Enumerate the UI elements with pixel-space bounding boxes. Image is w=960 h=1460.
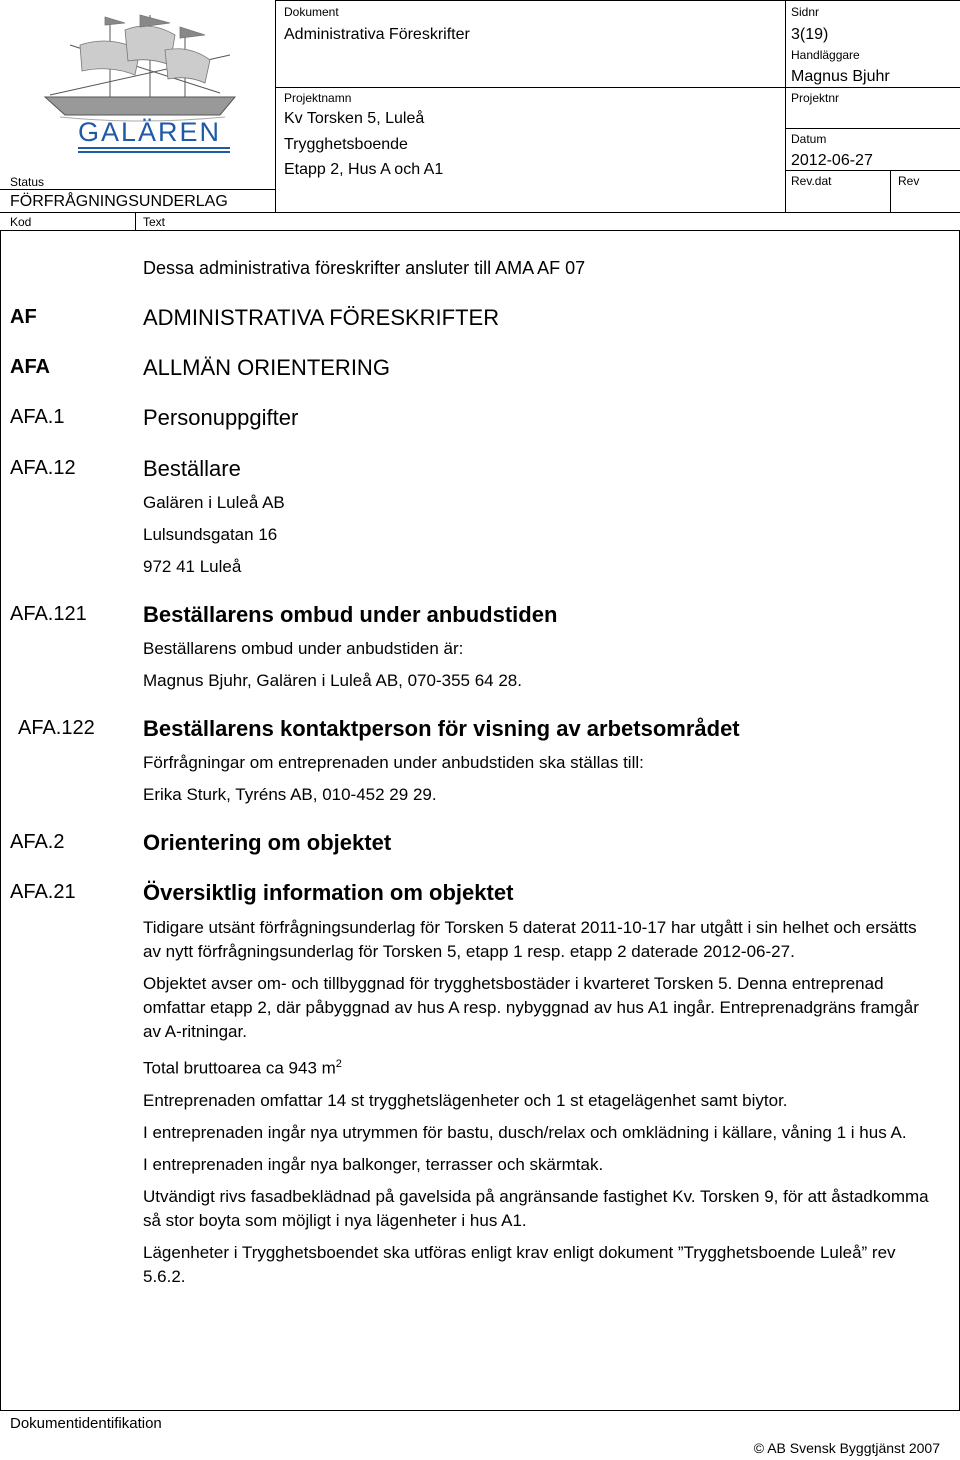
- projektnamn-label: Projektnamn: [284, 91, 352, 105]
- header-divider-h4: [785, 170, 960, 171]
- paragraph: Entreprenaden omfattar 14 st trygghetslägenheter och 1 st etagelägenhet samt biytor.: [143, 1090, 788, 1110]
- area-text: Total bruttoarea ca 943 m: [143, 1058, 336, 1078]
- intro-text: Dessa administrativa föreskrifter ansluter till AMA AF 07: [143, 258, 586, 278]
- datum-value: 2012-06-27: [791, 152, 873, 169]
- kontakt-line-2: Erika Sturk, Tyréns AB, 010-452 29 29.: [143, 785, 437, 804]
- revdat-label: Rev.dat: [791, 174, 832, 188]
- handlaggare-value: Magnus Bjuhr: [791, 68, 890, 85]
- paragraph: Objektet avser om- och tillbyggnad för trygghetsbostäder i kvarteret Torsken 5. Denna entreprenad omfattar etapp 2, där påbyggnad av hus A resp. nybyggnad av hus A1 ingår. Entreprenadgräns framgår av A-ritningar.: [143, 974, 919, 1041]
- header-divider-h2: [785, 87, 960, 88]
- section-title-af: ADMINISTRATIVA FÖRESKRIFTER: [143, 305, 500, 330]
- bestallare-line-3: 972 41 Luleå: [143, 557, 242, 576]
- rev-label: Rev: [898, 174, 920, 188]
- logo-text: GALÄREN: [78, 117, 222, 147]
- paragraph: I entreprenaden ingår nya utrymmen för bastu, dusch/relax och omklädning i källare, våning 1 i hus A.: [143, 1122, 907, 1142]
- section-code-af: AF: [10, 306, 37, 328]
- section-code-afa121: AFA.121: [10, 603, 87, 625]
- header-top-border: [275, 0, 960, 1]
- sidnr-label: Sidnr: [791, 5, 820, 19]
- dokument-label: Dokument: [284, 5, 339, 19]
- body-left-border: [0, 230, 1, 1410]
- section-title-afa21: Översiktlig information om objektet: [143, 880, 514, 905]
- dokument-value: Administrativa Föreskrifter: [284, 26, 470, 43]
- section-title-afa12: Beställare: [143, 456, 241, 481]
- datum-label: Datum: [791, 132, 827, 146]
- galaren-logo: [20, 5, 260, 175]
- handlaggare-label: Handläggare: [791, 48, 860, 62]
- section-code-afa21: AFA.21: [10, 881, 76, 903]
- bestallare-line-1: Galären i Luleå AB: [143, 493, 285, 512]
- header-divider-h3: [785, 128, 960, 129]
- ombud-line-2: Magnus Bjuhr, Galären i Luleå AB, 070-355 64 28.: [143, 671, 522, 690]
- ship-icon: [20, 5, 260, 125]
- paragraph: Tidigare utsänt förfrågningsunderlag för Torsken 5 daterat 2011-10-17 har utgått i sin helhet och ersätts av nytt förfrågningsunderlag för Torsken 5, etapp 1 resp. etapp 2 daterade 2012-06-27.: [143, 918, 917, 961]
- paragraph-area: [143, 1052, 933, 1081]
- projektnamn-line-2: Trygghetsboende: [284, 136, 408, 153]
- section-code-afa2: AFA.2: [10, 831, 65, 853]
- projektnr-label: Projektnr: [791, 91, 840, 105]
- body-bottom-border: [0, 1410, 960, 1411]
- section-title-afa121: Beställarens ombud under anbudstiden: [143, 602, 558, 627]
- header-divider-h1: [275, 87, 785, 88]
- section-title-afa122: Beställarens kontaktperson för visning av arbetsområdet: [143, 716, 740, 741]
- paragraph: I entreprenaden ingår nya balkonger, terrasser och skärmtak.: [143, 1154, 604, 1174]
- header-divider-v1: [275, 0, 276, 212]
- footer-doc-id-label: Dokumentidentifikation: [10, 1415, 162, 1432]
- section-code-afa1: AFA.1: [10, 406, 65, 428]
- projektnamn-line-3: Etapp 2, Hus A och A1: [284, 161, 444, 178]
- section-code-afa122: AFA.122: [18, 717, 95, 739]
- paragraph: Utvändigt rivs fasadbeklädnad på gavelsida på angränsande fastighet Kv. Torsken 9, för att åstadkomma så stor boyta som möjligt i nya lägenheter i hus A1.: [143, 1186, 929, 1230]
- body-top-border: [0, 230, 960, 231]
- header-divider-v2: [785, 0, 786, 212]
- area-superscript: 2: [335, 1058, 342, 1070]
- status-value: FÖRFRÅGNINGSUNDERLAG: [10, 193, 228, 210]
- paragraph: Lägenheter i Trygghetsboendet ska utföras enligt krav enligt dokument ”Trygghetsboende Luleå” rev 5.6.2.: [143, 1242, 896, 1286]
- status-label: Status: [10, 175, 45, 189]
- header-divider-v3: [890, 170, 891, 212]
- section-title-afa: ALLMÄN ORIENTERING: [143, 355, 390, 380]
- header-bottom-border: [0, 212, 960, 213]
- projektnamn-line-1: Kv Torsken 5, Luleå: [284, 110, 425, 127]
- section-title-afa1: Personuppgifter: [143, 405, 299, 430]
- ombud-line-1: Beställarens ombud under anbudstiden är:: [143, 639, 464, 658]
- section-title-afa2: Orientering om objektet: [143, 830, 392, 855]
- section-code-afa12: AFA.12: [10, 457, 76, 479]
- afa21-body: [143, 916, 933, 1297]
- kod-label: Kod: [10, 215, 32, 229]
- bestallare-line-2: Lulsundsgatan 16: [143, 525, 278, 544]
- logo-wave-1: [78, 151, 230, 153]
- header-status-line: [0, 189, 275, 190]
- sidnr-value: 3(19): [791, 26, 829, 43]
- kontakt-line-1: Förfrågningar om entreprenaden under anbudstiden ska ställas till:: [143, 753, 644, 772]
- section-code-afa: AFA: [10, 356, 50, 378]
- text-label: Text: [143, 215, 166, 229]
- footer-copyright: © AB Svensk Byggtjänst 2007: [753, 1440, 940, 1456]
- logo-underline: [78, 147, 230, 149]
- kod-text-divider: [135, 212, 136, 230]
